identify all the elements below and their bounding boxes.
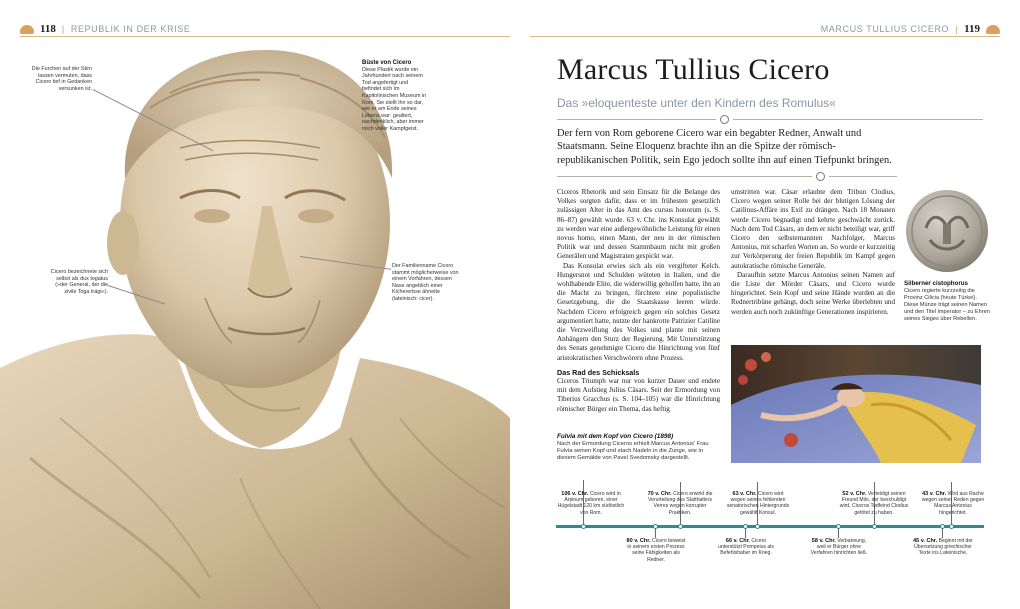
article-subtitle: Das »eloquenteste unter den Kindern des Romulus« <box>557 96 836 110</box>
article-intro: Der fern von Rom geborene Cicero war ein begabter Redner, Anwalt und Staatsmann. Seine Eloquenz brachte ihn an die Spitze der römisch-republikanischen Politik, sein Ego jedoch sollte ihn auf einen Tiefpunkt bringen. <box>557 128 892 166</box>
left-running-head: 118 | REPUBLIK IN DER KRISE <box>20 22 191 36</box>
painting-illustration <box>731 345 981 463</box>
painting-image <box>731 345 981 463</box>
paragraph: Ciceros Rhetorik und sein Einsatz für die Belange des Volkes sorgten dafür, dass er im frühesten gesetzlich zulässigen Alter in das Amt des cursus honorum (s. S. 86–87) gewählt wurde. 63 v. Chr. ins Konsulat gewählt zu werden war eine außergewöhnliche Leistung für einen novus homo, einen Mann, der neu in der römischen Politik war und dessen Stammbaum nicht mit großen Generälen und Magistraten gespickt war. <box>557 188 720 261</box>
article-title: Marcus Tullius Cicero <box>557 53 830 86</box>
left-page-number: 118 <box>40 23 56 35</box>
annotation-toga: Cicero bezeichnete sich selbst als dux togatus (»der General, der die zivile Toga trägt«). <box>50 269 108 295</box>
annotation-bust: Büste von Cicero Diese Plastik wurde ein Jahrhundert nach seinem Tod angefertigt und befindet sich im Kapitolinischen Museum in Rom. Sie stellt ihn so dar, wie er am Ende seines Lebens war: gealtert, nachdenklich, aber immer noch voller Kampfgeist. <box>362 60 427 132</box>
timeline-event: 52 v. Chr. Verteidigt seinen Freund Milo, der beschuldigt wird, Ciceros Todfeind Clodius getötet zu haben. <box>839 491 909 516</box>
timeline-event: 58 v. Chr. Verbannung, weil er Bürger ohne Verfahren hinrichten ließ. <box>810 538 868 557</box>
right-running-head: MARCUS TULLIUS CICERO | 119 <box>821 22 1000 36</box>
timeline-event: 106 v. Chr. Cicero wird in Arpinum geboren, einer Hügelstadt 120 km südöstlich von Rom. <box>557 491 625 516</box>
timeline-event: 66 v. Chr. Cicero unterstützt Pompeius als Befehlshaber im Krieg. <box>718 538 774 557</box>
timeline-event: 43 v. Chr. Wird aus Rache wegen seiner Reden gegen Marcus Antonius hingerichtet. <box>921 491 985 516</box>
paragraph: Daraufhin setzte Marcus Antonius seinen Namen auf die Liste der Mörder Cäsars, und Cicero wurde hingerichtet. Sein Kopf und seine Hände wurden an die Rednertribüne gehängt, doch seine Werke überlebten und werden auch noch zukünftige Generationen inspirieren. <box>731 270 895 316</box>
ornament-icon <box>20 25 34 34</box>
section-heading: Das Rad des Schicksals <box>557 367 640 377</box>
right-section-title: MARCUS TULLIUS CICERO <box>820 24 950 34</box>
annotation-brow: Die Furchen auf der Stirn lassen vermuten, dass Cicero tief in Gedanken versunken ist. <box>31 66 92 92</box>
paragraph: Ciceros Triumph war nur von kurzer Dauer und endete mit dem Aufstieg Julius Cäsars. Seit der Ermordung von Tiberius Gracchus (s. S. 104–105) war die Hinrichtung römischer Bürger ein Thema, das heftig <box>557 377 720 413</box>
timeline-event: 45 v. Chr. Beginnt mit der Übersetzung griechischer Texte ins Lateinische. <box>913 538 973 557</box>
body-column-1 <box>557 188 720 414</box>
header-rule <box>530 36 1000 37</box>
left-section-title: REPUBLIK IN DER KRISE <box>70 24 191 34</box>
header-rule <box>20 36 510 37</box>
paragraph: umstritten war. Cäsar erlaubte dem Tribun Clodius, Cicero wegen seiner Rolle bei der blutigen Lösung der Catilinus-Affäre ins Exil zu drängen. Nach 18 Monaten wurde Cicero begnadigt und kehrte geschwächt zurück. Nach dem Tod Cäsars, an dem er nicht beteiligt war, griff Cicero den selbsternannten Nachfolger, Marcus Antonius, mit scharfen Worten an. So wurde er kurzzeitig zur Verkörperung der freien Republik im Kampf gegen autokratische römische Generäle. <box>731 188 895 270</box>
annotation-nose: Der Familienname Cicero stammt möglicherweise von einem Vorfahren, dessen Nase angeblich einer Kichererbse ähnelte (lateinisch: cicer). <box>392 263 459 302</box>
knot-ornament-icon <box>720 115 729 124</box>
timeline-bar <box>556 525 984 528</box>
painting-caption-title: Fulvia mit dem Kopf von Cicero (1898) <box>557 433 674 440</box>
divider <box>557 176 812 177</box>
paragraph: Das Konsulat erwies sich als ein vergifteter Kelch. Hungersnot und Schulden wüteten in Italien, und die wohlhabende Elite, die widerwillig geholfen hatte, ihn an die Macht zu bringen, fürchtete eine populistische Gesetzgebung, die die Staatskasse leeren würde. Nachdem Cicero erfolgreich gegen ein solches Gesetz argumentiert hatte, nutzte der bankrotte Patrizier Catiline die Verzweiflung des Volkes und plante mit seinen Anhängern den Sturz der Regierung. Mit Unterstützung des Senats genehmigte Cicero die Hinrichtung von fünf aristokratischen Verschwörern ohne Prozess. <box>557 261 720 362</box>
divider <box>829 176 897 177</box>
ornament-icon <box>986 25 1000 34</box>
coin-image <box>904 188 990 274</box>
coin-caption-title: Silberner cistophorus <box>904 280 968 287</box>
body-column-2 <box>731 188 895 317</box>
bust-illustration <box>0 38 510 609</box>
timeline-event: 70 v. Chr. Cicero erwirkt die Verurteilung des Statthalters Verres wegen korrupter Praktiken. <box>647 491 713 516</box>
timeline-event: 63 v. Chr. Cicero wird wegen seines fehlenden senatorischen Hintergrunds gewählt Konsul. <box>726 491 790 516</box>
bust-title: Büste von Cicero <box>362 60 412 66</box>
timeline-event: 80 v. Chr. Cicero beweist in seinem ersten Prozess seine Fähigkeiten als Redner. <box>626 538 686 563</box>
divider <box>557 119 716 120</box>
coin-icon <box>904 188 990 274</box>
right-page-number: 119 <box>964 23 980 35</box>
painting-caption: Fulvia mit dem Kopf von Cicero (1898) Nach der Ermordung Ciceros erhielt Marcus Antonius' Frau Fulvia seinen Kopf und stach Nadeln in die Zunge, wie in diesem Gemälde von Pavel Svedomsky dargestellt. <box>557 433 709 461</box>
coin-caption: Silberner cistophorus Cicero regierte kurzzeitig die Provinz Cilicia (heute Türkei). Diese Münze trägt seinen Namen und den Titel imperator – zu Ehren seines Sieges über Rebellen. <box>904 280 990 322</box>
bust-photo <box>0 38 510 609</box>
knot-ornament-icon <box>816 172 825 181</box>
divider <box>733 119 983 120</box>
